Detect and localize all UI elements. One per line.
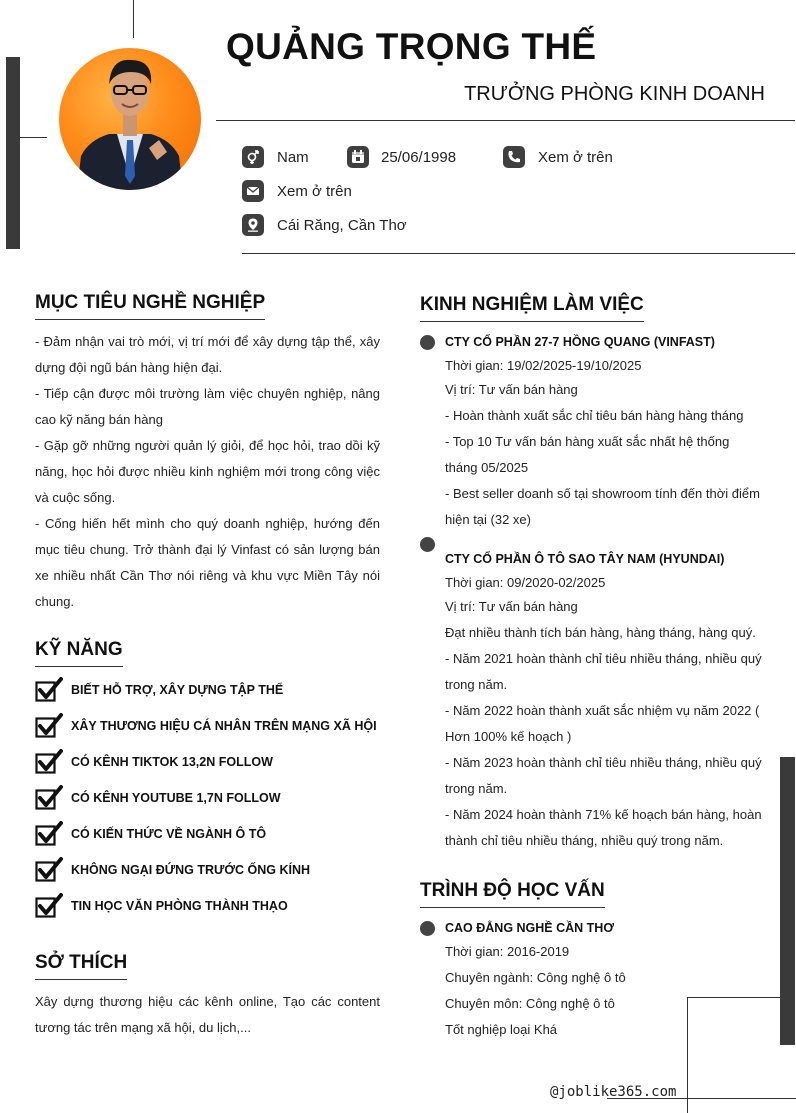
job-line: - Năm 2022 hoàn thành xuất sắc nhiệm vụ năm 2022 ( Hơn 100% kế hoạch ) xyxy=(445,703,760,744)
timeline-bullet xyxy=(420,335,435,350)
job-line: Đạt nhiều thành tích bán hàng, hàng tháng, hàng quý. xyxy=(445,625,756,640)
skill-label: TIN HỌC VĂN PHÒNG THÀNH THẠO xyxy=(71,899,288,913)
person-portrait-icon xyxy=(59,48,201,190)
checkbox-checked-icon xyxy=(35,749,63,775)
objective-paragraph: - Cống hiến hết mình cho quý doanh nghiệp, hướng đến mục tiêu chung. Trở thành đại lý Vinfast có sản lượng bán xe nhiều nhất Cần Thơ nói riêng và khu vực Miền Tây nói chung. xyxy=(35,516,380,609)
education-line: Thời gian: 2016-2019 xyxy=(445,944,570,959)
top-decor-line xyxy=(133,0,134,38)
checkbox-checked-icon xyxy=(35,857,63,883)
skill-label: CÓ KÊNH TIKTOK 13,2N FOLLOW xyxy=(71,755,273,769)
job-title: TRƯỞNG PHÒNG KINH DOANH xyxy=(464,83,765,105)
address-value: Cái Răng, Cần Thơ xyxy=(277,216,407,234)
job-line: Thời gian: 19/02/2025-19/10/2025 xyxy=(445,358,642,373)
education-line: Chuyên môn: Công nghệ ô tô xyxy=(445,996,615,1011)
checkbox-checked-icon xyxy=(35,713,63,739)
hobbies-title: SỞ THÍCH xyxy=(35,952,127,980)
objective-title: MỤC TIÊU NGHỀ NGHIỆP xyxy=(35,292,265,320)
checkbox-checked-icon xyxy=(35,893,63,919)
school-name: CAO ĐẲNG NGHỀ CẦN THƠ xyxy=(445,921,614,935)
job-details xyxy=(445,353,765,533)
education-details xyxy=(445,939,765,1043)
contact-birthday xyxy=(347,146,456,168)
objective-paragraph: - Đảm nhận vai trò mới, vị trí mới để xây dựng tập thể, xây dựng đội ngũ bán hàng hiện đại. xyxy=(35,334,380,375)
contact-gender xyxy=(242,146,309,168)
job-line: - Best seller doanh số tại showroom tính đến thời điểm hiện tại (32 xe) xyxy=(445,486,760,527)
objective-paragraph: - Gặp gỡ những người quản lý giỏi, để học hỏi, trao dồi kỹ năng, học hỏi được nhiều kinh nghiệm mới trong công việc và cuộc sống. xyxy=(35,438,380,505)
checkbox-checked-icon xyxy=(35,677,63,703)
gender-icon xyxy=(242,146,264,168)
skill-item xyxy=(35,677,283,703)
skill-item xyxy=(35,713,377,739)
company-name: CTY CỔ PHẦN Ô TÔ SAO TÂY NAM (HYUNDAI) xyxy=(445,552,725,566)
checkbox-checked-icon xyxy=(35,785,63,811)
job-line: - Năm 2023 hoàn thành chỉ tiêu nhiều tháng, nhiều quý trong năm. xyxy=(445,755,762,796)
skill-item xyxy=(35,785,281,811)
skills-title: KỸ NĂNG xyxy=(35,639,123,667)
skill-label: CÓ KIẾN THỨC VỀ NGÀNH Ô TÔ xyxy=(71,827,267,841)
contact-address xyxy=(242,214,407,236)
contact-divider xyxy=(242,253,795,254)
phone-value: Xem ở trên xyxy=(538,148,613,166)
job-line: - Năm 2021 hoàn thành chỉ tiêu nhiều tháng, nhiều quý trong năm. xyxy=(445,651,762,692)
watermark-text: @joblike365.com xyxy=(550,1084,677,1100)
hobbies-text: Xây dựng thương hiệu các kênh online, Tạo các content tương tác trên mạng xã hội, du lịch,... xyxy=(35,994,380,1035)
phone-icon xyxy=(503,146,525,168)
skill-item xyxy=(35,857,310,883)
objective-section xyxy=(35,329,380,615)
skill-label: BIẾT HỖ TRỢ, XÂY DỰNG TẬP THỂ xyxy=(71,683,284,697)
left-decor-line xyxy=(20,137,47,138)
job-line: Thời gian: 09/2020-02/2025 xyxy=(445,575,606,590)
skill-item xyxy=(35,893,288,919)
contact-phone[interactable] xyxy=(503,146,613,168)
job-line: - Top 10 Tư vấn bán hàng xuất sắc nhất hệ thống tháng 05/2025 xyxy=(445,434,730,475)
skill-label: KHÔNG NGẠI ĐỨNG TRƯỚC ỐNG KÍNH xyxy=(71,863,311,877)
education-line: Tốt nghiệp loại Khá xyxy=(445,1022,558,1037)
candidate-name: QUẢNG TRỌNG THẾ xyxy=(226,26,597,67)
contact-email[interactable] xyxy=(242,180,352,202)
skill-item xyxy=(35,749,273,775)
skill-label: XÂY THƯƠNG HIỆU CÁ NHÂN TRÊN MẠNG XÃ HỘI xyxy=(71,719,377,733)
location-pin-icon xyxy=(242,214,264,236)
education-line: Chuyên ngành: Công nghệ ô tô xyxy=(445,970,626,985)
job-details xyxy=(445,570,765,854)
gender-value: Nam xyxy=(277,148,309,166)
right-decor-bar xyxy=(780,757,795,1045)
timeline-bullet xyxy=(420,537,435,552)
job-line: - Năm 2024 hoàn thành 71% kế hoạch bán hàng, hoàn thành chỉ tiêu nhiều tháng, nhiều quý trong năm. xyxy=(445,807,762,848)
job-line: - Hoàn thành xuất sắc chỉ tiêu bán hàng hàng tháng xyxy=(445,408,744,423)
avatar xyxy=(59,48,201,190)
calendar-icon xyxy=(347,146,369,168)
birthday-value: 25/06/1998 xyxy=(381,148,457,166)
timeline-bullet xyxy=(420,921,435,936)
email-icon xyxy=(242,180,264,202)
checkbox-checked-icon xyxy=(35,821,63,847)
job-line: Vị trí: Tư vấn bán hàng xyxy=(445,382,578,397)
left-decor-bar xyxy=(6,57,20,249)
header-divider xyxy=(216,120,795,121)
email-value: Xem ở trên xyxy=(277,182,352,200)
skill-label: CÓ KÊNH YOUTUBE 1,7N FOLLOW xyxy=(71,791,281,805)
job-line: Vị trí: Tư vấn bán hàng xyxy=(445,599,578,614)
education-title: TRÌNH ĐỘ HỌC VẤN xyxy=(420,880,605,908)
objective-paragraph: - Tiếp cận được môi trường làm việc chuyên nghiệp, nâng cao kỹ năng bán hàng xyxy=(35,386,380,427)
company-name: CTY CỔ PHẦN 27-7 HỒNG QUANG (VINFAST) xyxy=(445,335,715,349)
experience-title: KINH NGHIỆM LÀM VIỆC xyxy=(420,294,644,322)
skill-item xyxy=(35,821,266,847)
